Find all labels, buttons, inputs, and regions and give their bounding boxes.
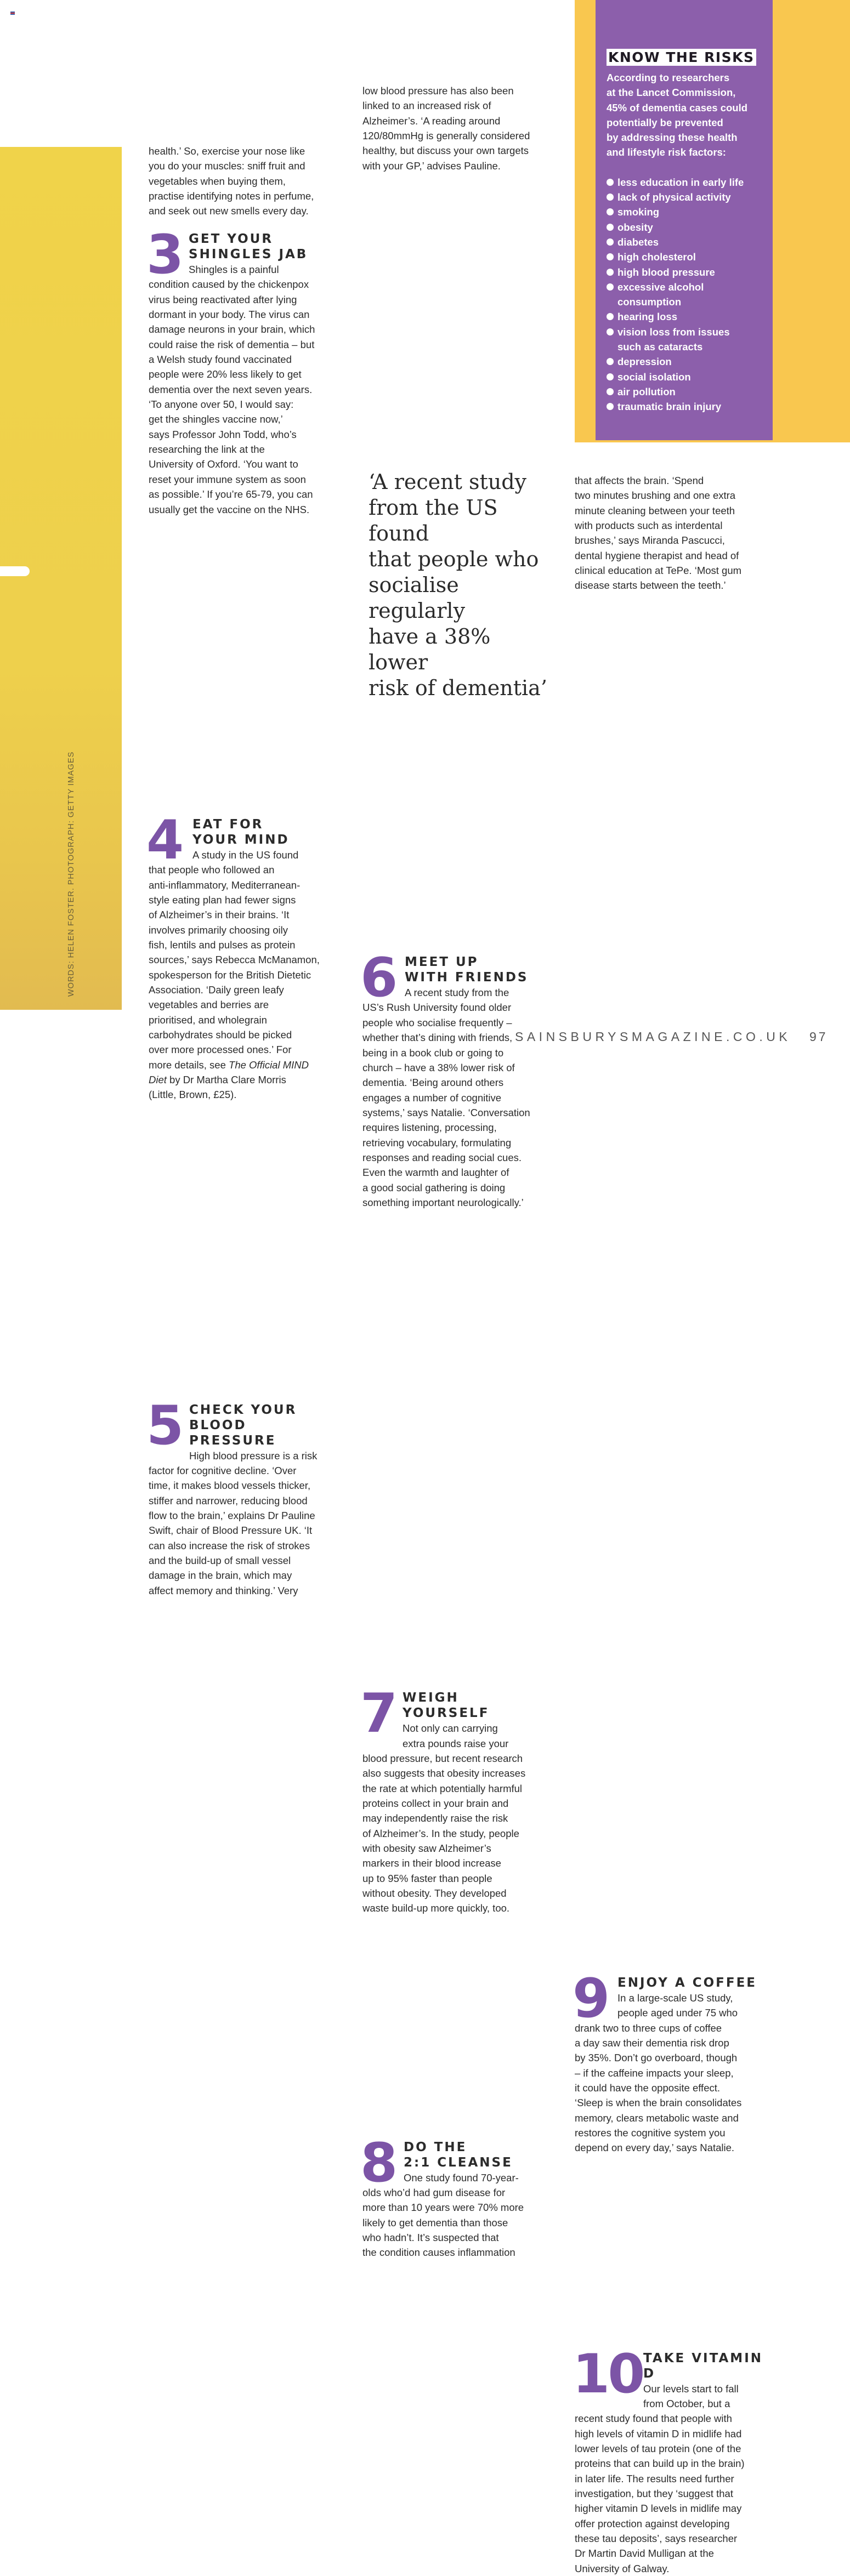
section-heading: CHECK YOUR BLOOD PRESSURE [189, 1402, 297, 1448]
section-body: One study found 70-year- olds who’d had gum disease for more than 10 years were 70% more likely to get dementia than those who hadn’t. It’s suspected that the condition causes inflammation [362, 2171, 524, 2259]
know-the-risks-box [596, 0, 773, 440]
section-number: 7 [360, 1682, 396, 1745]
section-9-coffee [573, 1967, 764, 2156]
list-item: high blood pressure [607, 265, 762, 280]
list-item: hearing loss [607, 309, 762, 324]
book-title: Diet [149, 1074, 167, 1085]
section-heading: GET YOUR SHINGLES JAB [189, 232, 308, 261]
column-1-intro: health.’ So, exercise your nose like you do your muscles: sniff fruit and vegetables when buying them, practise identifying notes in perfume, and seek out new smells every day. [149, 145, 314, 217]
section-4-diet [146, 809, 335, 1102]
section-body: A study in the US found that people who followed an anti-inflammatory, Mediterranean- style eating plan had fewer signs of Alzheimer’s in their brains. ‘It involves primarily choosing oily fish, lentils and pulses as protein sources,’ says Rebecca McManamon, spokesperson for the British Dietetic Association. ‘Daily green leafy vegetables and berries are prioritised, and wholegrain carbohydrates should be picked over more processed ones.’ For more details, see The Official MIND Diet by Dr Martha Clare Morris (Little, Brown, £25). [149, 849, 320, 1101]
page-number: 97 [809, 1030, 828, 1044]
section-heading: MEET UP WITH FRIENDS [405, 955, 529, 985]
white-tab-shape [0, 566, 30, 576]
sidebar-intro: According to researchers at the Lancet Commission, 45% of dementia cases could potentially be prevented by addressing these health and lifestyle risk factors: [607, 72, 748, 158]
book-title: The Official MIND [229, 1059, 309, 1071]
section-body: Shingles is a painful condition caused by the chickenpox virus being reactivated after lying dormant in your body. The virus can damage neurons in your brain, which could raise the risk of dementia – but a Welsh study found vaccinated people were 20% less likely to get dementia over the next seven years. ‘To anyone over 50, I would say: get the shingles vaccine now,’ says Professor John Todd, who’s researching the link at the University of Oxford. ‘You want to reset your immune system as soon as possible.’ If you’re 65-79, you can usually get the vaccine on the NHS. [149, 264, 315, 515]
list-item: excessive alcohol consumption [607, 280, 762, 310]
magazine-url: SAINSBURYSMAGAZINE.CO.UK [515, 1030, 791, 1044]
section-number: 5 [146, 1394, 182, 1457]
section-number: 3 [146, 224, 182, 286]
section-8-cleanse [360, 2131, 549, 2260]
list-item: less education in early life [607, 175, 762, 190]
list-item: traumatic brain injury [607, 399, 762, 414]
section-10-vitamin-d [573, 2342, 764, 2576]
section-number: 10 [573, 2342, 643, 2406]
section-number: 6 [360, 947, 396, 1010]
section-heading: EAT FOR YOUR MIND [192, 817, 290, 847]
section-body: Our levels start to fall from October, but a recent study found that people with high levels of vitamin D in midlife had lower levels of tau protein (one of the proteins that can build up in the brain) in later life. The results need further investigation, but they ‘suggest that higher vitamin D levels in midlife may offer protection against developing these tau deposits’, says researcher Dr Martin David Mulligan at the University of Galway. [575, 2382, 745, 2574]
column-3-intro: that affects the brain. ‘Spend two minutes brushing and one extra minute cleaning between your teeth with products such as interdental brushes,’ says Miranda Pascucci, dental hygiene therapist and head of clinical education at TePe. ‘Most gum disease starts between the teeth.’ [575, 475, 742, 592]
list-item: smoking [607, 204, 762, 219]
section-6-friends [360, 947, 549, 1210]
section-number: 4 [146, 809, 182, 872]
pull-quote: ‘A recent study from the US found that people who socialise regularly have a 38% lower risk of dementia’ [369, 470, 547, 700]
list-item: social isolation [607, 369, 762, 384]
list-item: diabetes [607, 235, 762, 249]
section-heading: ENJOY A COFFEE [617, 1975, 757, 1990]
list-item: depression [607, 354, 762, 369]
section-number: 8 [360, 2131, 396, 2194]
list-item: vision loss from issues such as cataracts [607, 325, 762, 355]
risk-factor-list [607, 175, 762, 414]
list-item: lack of physical activity [607, 190, 762, 204]
section-body: Not only can carrying extra pounds raise your blood pressure, but recent research also suggests that obesity increases the rate at which potentially harmful proteins collect in your brain and may independently raise the risk of Alzheimer’s. In the study, people with obesity saw Alzheimer’s markers in their blood increase up to 95% faster than people without obesity. They developed waste build-up more quickly, too. [362, 1722, 526, 1914]
section-body: A recent study from the US’s Rush University found older people who socialise frequently – whether that’s dining with friends, being in a book club or going to church – have a 38% lower risk of dementia. ‘Being around others engages a number of cognitive systems,’ says Natalie. ‘Conversation requires listening, processing, retrieving vocabulary, formulating responses and reading social cues. Even the warmth and laughter of a good social gathering is doing something important neurologically.’ [362, 987, 530, 1208]
section-body: In a large-scale US study, people aged under 75 who drank two to three cups of coffee a day saw their dementia risk drop by 35%. Don’t go overboard, though – if the caffeine impacts your sleep, it could have the opposite effect. ‘Sleep is when the brain consolidates memory, clears metabolic waste and restores the cognitive system you depend on every day,’ says Natalie. [575, 1992, 742, 2154]
photo-credit: WORDS: HELEN FOSTER. PHOTOGRAPH: GETTY IMAGES [67, 751, 76, 997]
section-7-weigh [360, 1682, 549, 1915]
section-5-blood-pressure [146, 1394, 335, 1598]
yellow-photo-panel [0, 147, 122, 1010]
section-3-shingles [146, 224, 335, 517]
list-item: air pollution [607, 384, 762, 399]
section-number: 9 [573, 1967, 608, 2030]
section-heading: WEIGH YOURSELF [403, 1691, 490, 1721]
section-heading: DO THE 2:1 CLEANSE [404, 2140, 513, 2170]
section-heading: TAKE VITAMIN D [643, 2351, 763, 2381]
sidebar-title: KNOW THE RISKS [607, 49, 756, 66]
list-item: high cholesterol [607, 249, 762, 264]
corner-mark [10, 12, 15, 15]
section-body: High blood pressure is a risk factor for cognitive decline. ‘Over time, it makes blood vessels thicker, stiffer and narrower, reducing blood flow to the brain,’ explains Dr Pauline Swift, chair of Blood Pressure UK. ‘It can also increase the risk of strokes and the build-up of small vessel damage in the brain, which may affect memory and thinking.’ Very [149, 1449, 318, 1596]
column-2-intro: low blood pressure has also been linked to an increased risk of Alzheimer’s. ‘A reading around 120/80mmHg is generally considered healthy, but discuss your own targets with your GP,’ advises Pauline. [362, 85, 530, 172]
list-item: obesity [607, 220, 762, 235]
